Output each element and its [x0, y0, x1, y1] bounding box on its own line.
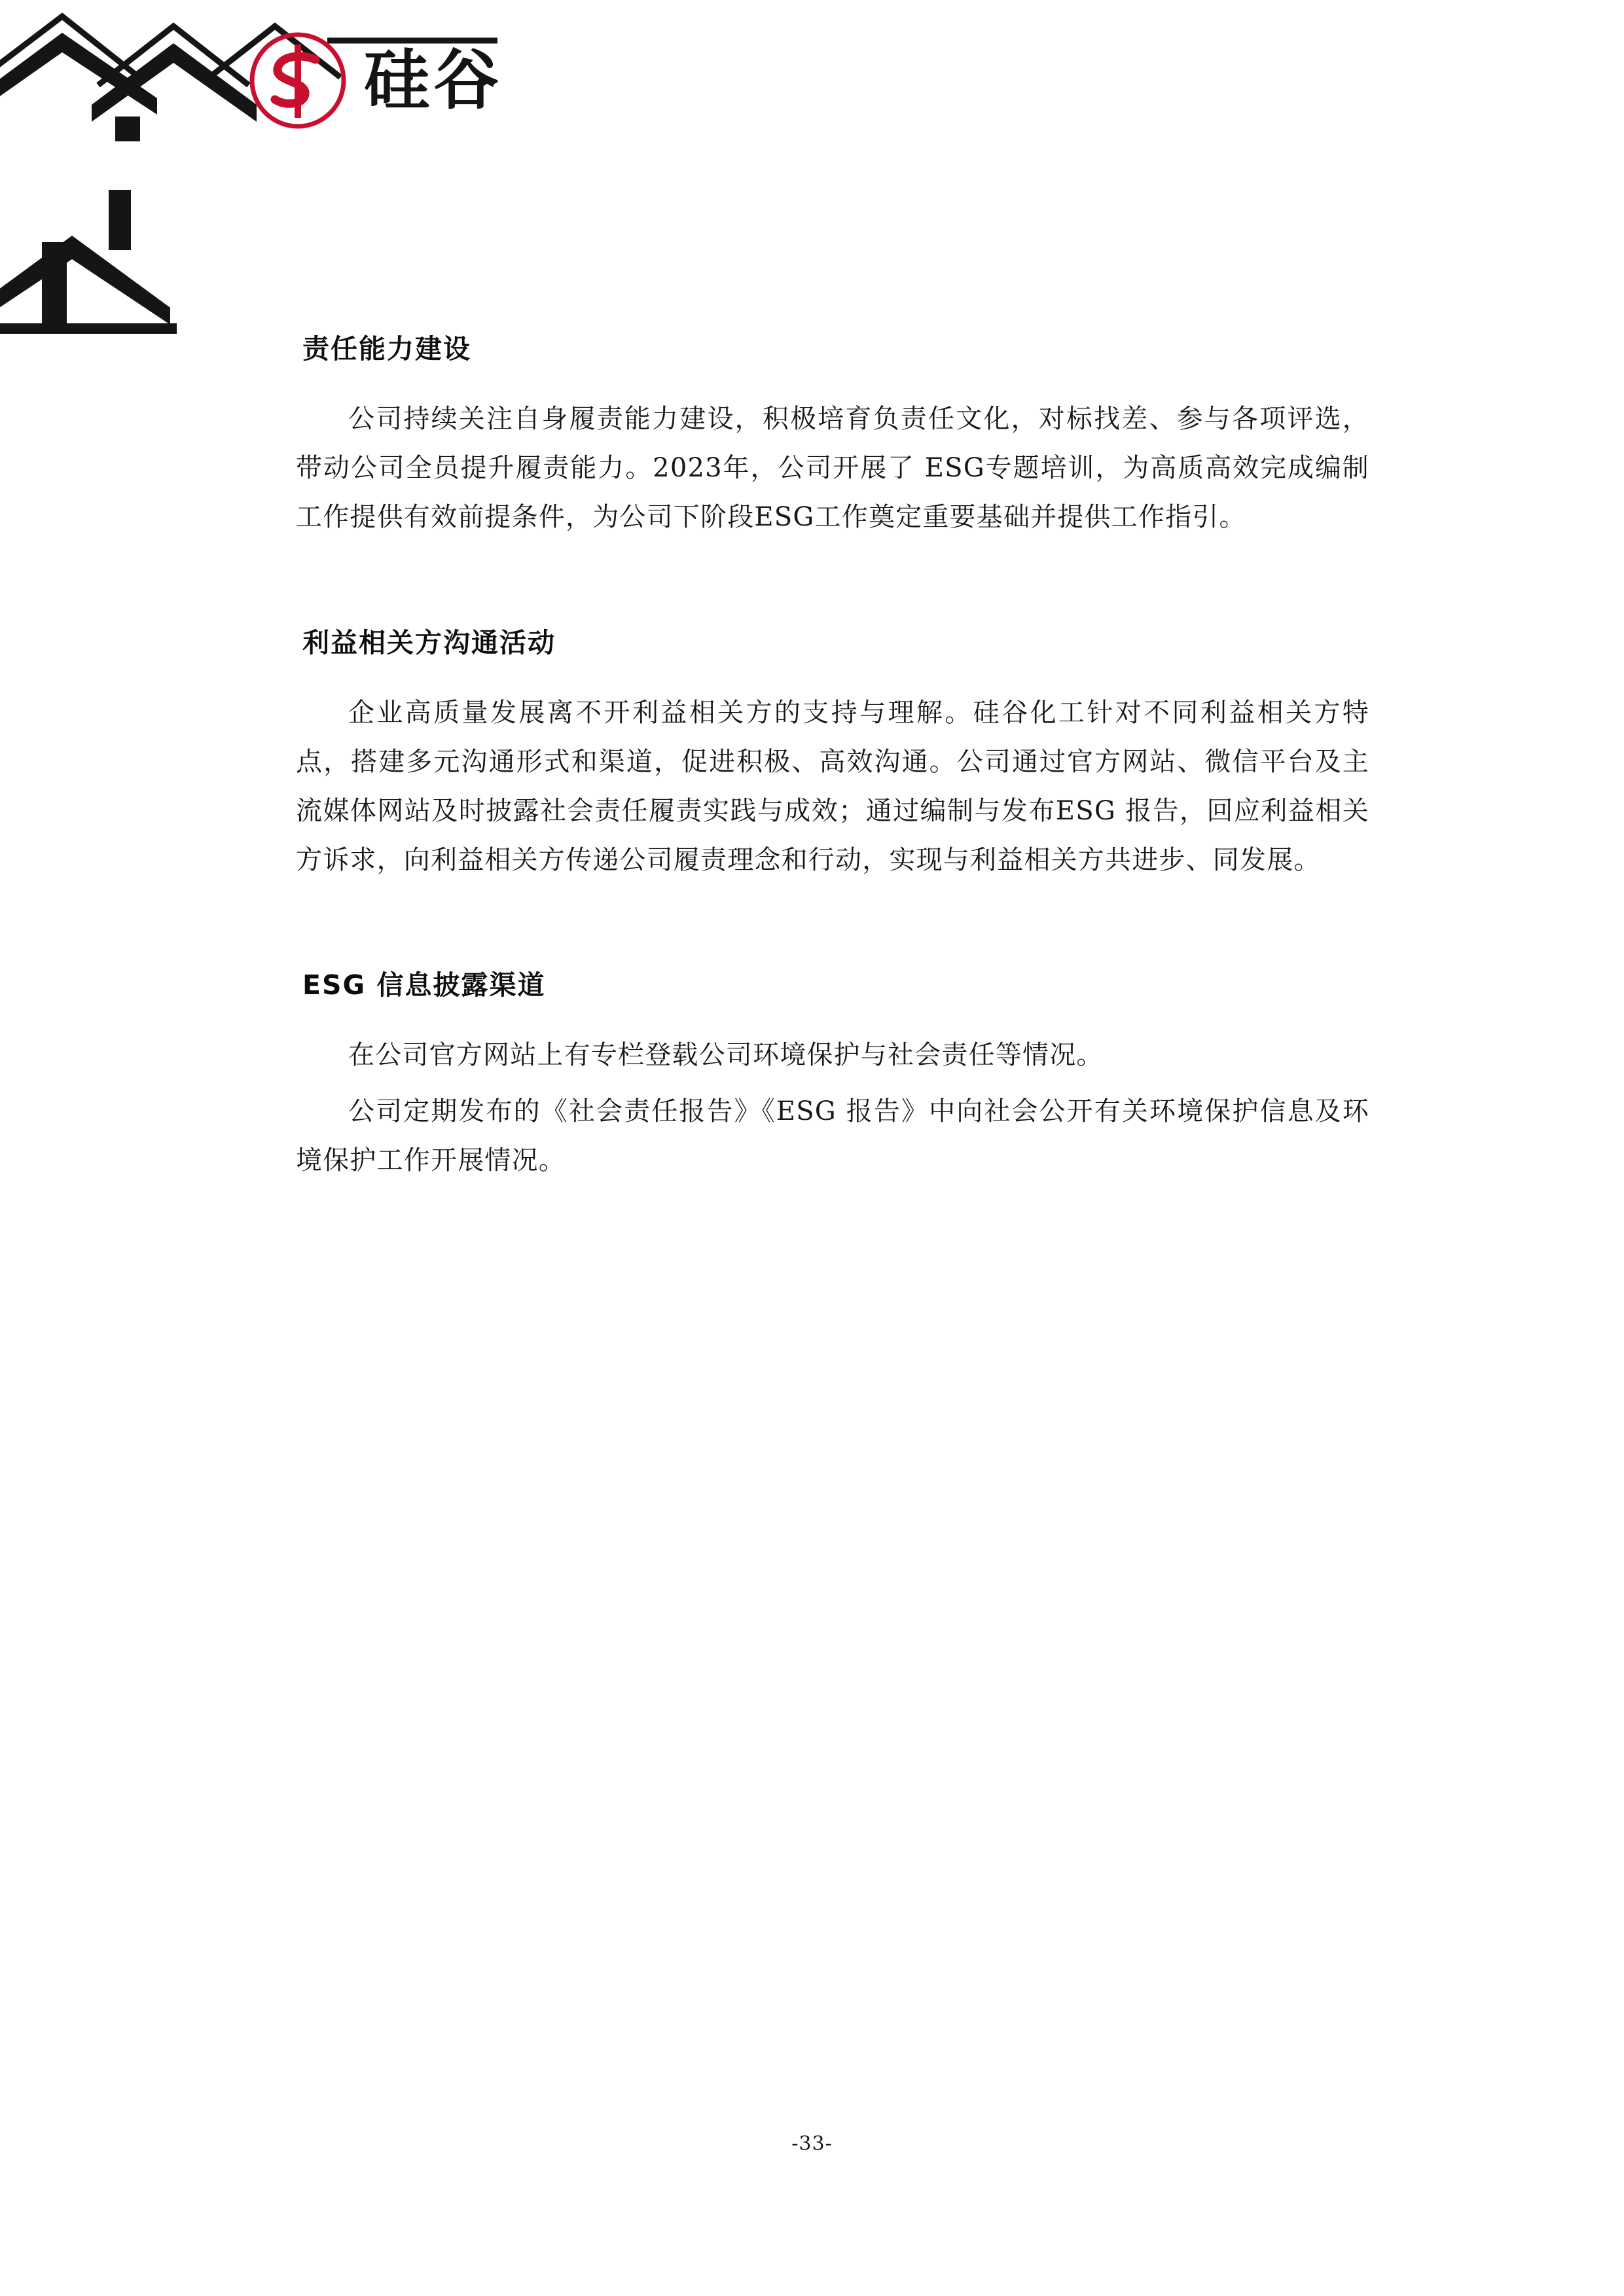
silicon-valley-logo-mark-icon [249, 31, 347, 130]
section-heading-responsibility-capability: 责任能力建设 [302, 333, 471, 365]
paragraph-stakeholder-communication: 企业高质量发展离不开利益相关方的支持与理解。硅谷化工针对不同利益相关方特点，搭建多元沟通形式和渠道，促进积极、高效沟通。公司通过官方网站、微信平台及主流媒体网站及时披露社会责任履责实践与成效；通过编制与发布ESG 报告，回应利益相关方诉求，向利益相关方传递公司履责理念和行动，实现与利益相关方共进步、同发展。 [296, 697, 1369, 876]
company-logo [249, 31, 503, 130]
paragraph-responsibility-capability: 公司持续关注自身履责能力建设，积极培育负责任文化，对标找差、参与各项评选，带动公司全员提升履责能力。2023年，公司开展了 ESG专题培训，为高质高效完成编制工作提供有效前提条件，为公司下阶段ESG工作奠定重要基础并提供工作指引。 [296, 404, 1369, 533]
page-number: -33- [791, 2132, 833, 2155]
section-heading-stakeholder-communication: 利益相关方沟通活动 [302, 626, 556, 658]
page-content [296, 327, 1369, 1192]
paragraph-esg-disclosure-website: 在公司官方网站上有专栏登载公司环境保护与社会责任等情况。 [348, 1040, 1104, 1071]
section-spacer [296, 891, 1369, 963]
section-heading-esg-disclosure-channels: ESG 信息披露渠道 [302, 969, 546, 1001]
company-logo-text: 硅谷 [364, 42, 503, 118]
paragraph-esg-disclosure-reports: 公司定期发布的《社会责任报告》《ESG 报告》中向社会公开有关环境保护信息及环境保护工作开展情况。 [296, 1096, 1369, 1175]
section-spacer [296, 549, 1369, 621]
